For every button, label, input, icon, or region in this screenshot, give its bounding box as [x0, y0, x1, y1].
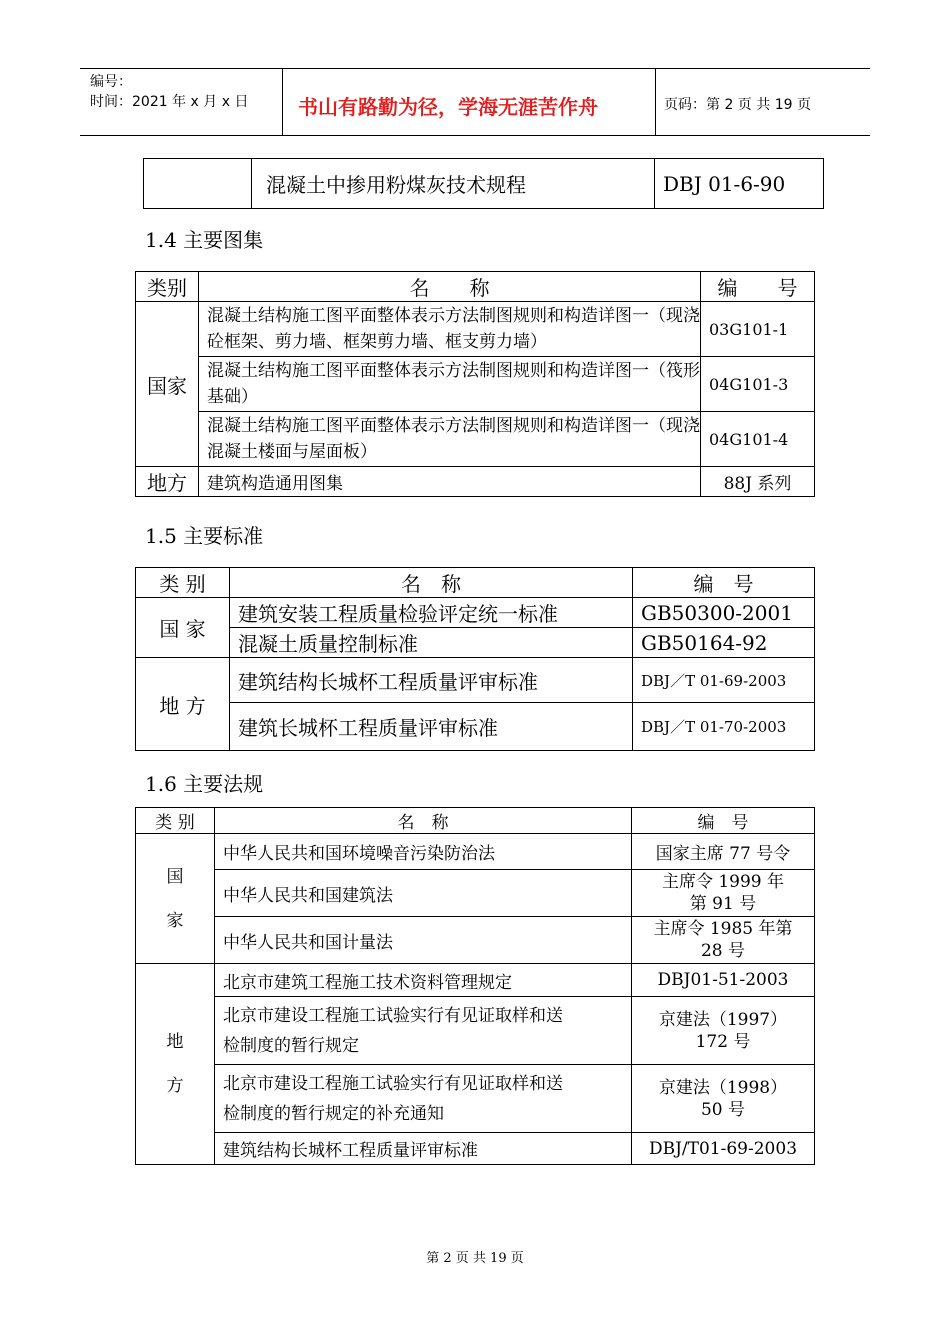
regulation-name: 北京市建筑工程施工技术资料管理规定 — [215, 964, 632, 997]
regulation-name-line-1: 北京市建设工程施工试验实行有见证取样和送 — [223, 1005, 563, 1026]
col-header-category: 类 别 — [136, 808, 215, 834]
regulation-name: 中华人民共和国环境噪音污染防治法 — [215, 834, 632, 870]
regulation-code-line-1: 主席令 1985 年第 — [653, 919, 793, 939]
col-header-code: 编 号 — [633, 568, 815, 598]
category-national-char-1: 国 — [166, 866, 184, 887]
regulation-code-line-1: 京建法（1997） — [658, 1009, 788, 1030]
standard-code: DBJ／T 01-70-2003 — [633, 703, 815, 751]
continuation-category-cell — [144, 159, 252, 209]
regulation-code: DBJ01-51-2003 — [632, 964, 815, 997]
standard-code: GB50164-92 — [633, 628, 815, 658]
drawing-code: 88J 系列 — [701, 467, 815, 497]
continuation-table — [143, 158, 824, 209]
header-motto: 书山有路勤为径，学海无涯苦作舟 — [298, 95, 598, 119]
category-local — [136, 964, 215, 1165]
standard-name: 建筑结构长城杯工程质量评审标准 — [230, 658, 633, 703]
standard-name: 建筑安装工程质量检验评定统一标准 — [230, 598, 633, 628]
header-divider-left — [282, 68, 283, 135]
section-title-1-4: 1.4 主要图集 — [145, 228, 264, 252]
section-title-1-5: 1.5 主要标准 — [145, 524, 264, 548]
regulation-code-line-2: 172 号 — [695, 1031, 751, 1052]
regulation-name — [215, 1065, 632, 1133]
category-local: 地方 — [136, 467, 199, 497]
regulation-code — [632, 870, 815, 917]
regulation-code-line-1: 国家主席 77 号令 — [655, 844, 791, 864]
drawing-name: 混凝土结构施工图平面整体表示方法制图规则和构造详图一（现浇混凝土楼面与屋面板） — [199, 412, 701, 467]
col-header-code: 编 号 — [632, 808, 815, 834]
regulation-name: 中华人民共和国计量法 — [215, 917, 632, 964]
regulation-code-line-2: 50 号 — [700, 1099, 746, 1120]
regulation-code — [632, 917, 815, 964]
header-time: 时间：2021 年 x 月 x 日 — [90, 94, 249, 110]
regulation-code: DBJ/T01-69-2003 — [632, 1133, 815, 1165]
category-local: 地 方 — [136, 658, 230, 751]
col-header-name: 名 称 — [199, 272, 701, 302]
col-header-name: 名 称 — [215, 808, 632, 834]
regulation-code-line-1: 京建法（1998） — [658, 1077, 788, 1098]
standard-code: GB50300-2001 — [633, 598, 815, 628]
header-top-rule — [80, 68, 870, 69]
regulation-code — [632, 1065, 815, 1133]
category-national: 国 家 — [136, 598, 230, 658]
standards-table — [135, 567, 815, 751]
header-page-number: 页码：第 2 页 共 19 页 — [664, 97, 811, 113]
regulation-code — [632, 997, 815, 1065]
header-divider-right — [655, 68, 656, 135]
regulation-code-line-2: 28 号 — [700, 941, 746, 961]
regulation-code-line-1: 主席令 1999 年 — [661, 872, 785, 892]
col-header-name: 名 称 — [230, 568, 633, 598]
regulations-table — [135, 807, 815, 1165]
page-footer: 第 2 页 共 19 页 — [426, 1251, 524, 1266]
regulation-name-line-1: 北京市建设工程施工试验实行有见证取样和送 — [223, 1073, 563, 1094]
drawing-code: 04G101-3 — [701, 357, 815, 412]
regulation-name: 建筑结构长城杯工程质量评审标准 — [215, 1133, 632, 1165]
regulation-code — [632, 834, 815, 870]
standard-name: 混凝土质量控制标准 — [230, 628, 633, 658]
col-header-category: 类别 — [136, 272, 199, 302]
category-national-char-2: 家 — [166, 910, 184, 931]
drawing-name: 混凝土结构施工图平面整体表示方法制图规则和构造详图一（现浇砼框架、剪力墙、框架剪力墙、框支剪力墙） — [199, 302, 701, 357]
regulation-name — [215, 997, 632, 1065]
header-bottom-rule — [80, 135, 870, 136]
standard-name: 建筑长城杯工程质量评审标准 — [230, 703, 633, 751]
category-local-char-2: 方 — [166, 1076, 184, 1096]
category-national — [136, 834, 215, 964]
col-header-code: 编 号 — [701, 272, 815, 302]
standard-code: DBJ／T 01-69-2003 — [633, 658, 815, 703]
col-header-category: 类 别 — [136, 568, 230, 598]
category-local-char-1: 地 — [166, 1032, 184, 1052]
regulation-name-line-2: 检制度的暂行规定的补充通知 — [223, 1103, 444, 1124]
regulation-code-line-2: 第 91 号 — [689, 894, 757, 914]
drawing-code: 03G101-1 — [701, 302, 815, 357]
section-title-1-6: 1.6 主要法规 — [145, 772, 264, 796]
drawing-sets-table — [135, 271, 815, 497]
regulation-name: 中华人民共和国建筑法 — [215, 870, 632, 917]
category-national: 国家 — [136, 302, 199, 467]
regulation-name-line-2: 检制度的暂行规定 — [223, 1035, 359, 1056]
header-number: 编号： — [90, 74, 132, 90]
continuation-name-cell: 混凝土中掺用粉煤灰技术规程 — [252, 159, 655, 209]
drawing-code: 04G101-4 — [701, 412, 815, 467]
drawing-name: 建筑构造通用图集 — [199, 467, 701, 497]
continuation-code-cell: DBJ 01-6-90 — [655, 159, 824, 209]
drawing-name: 混凝土结构施工图平面整体表示方法制图规则和构造详图一（筏形基础） — [199, 357, 701, 412]
